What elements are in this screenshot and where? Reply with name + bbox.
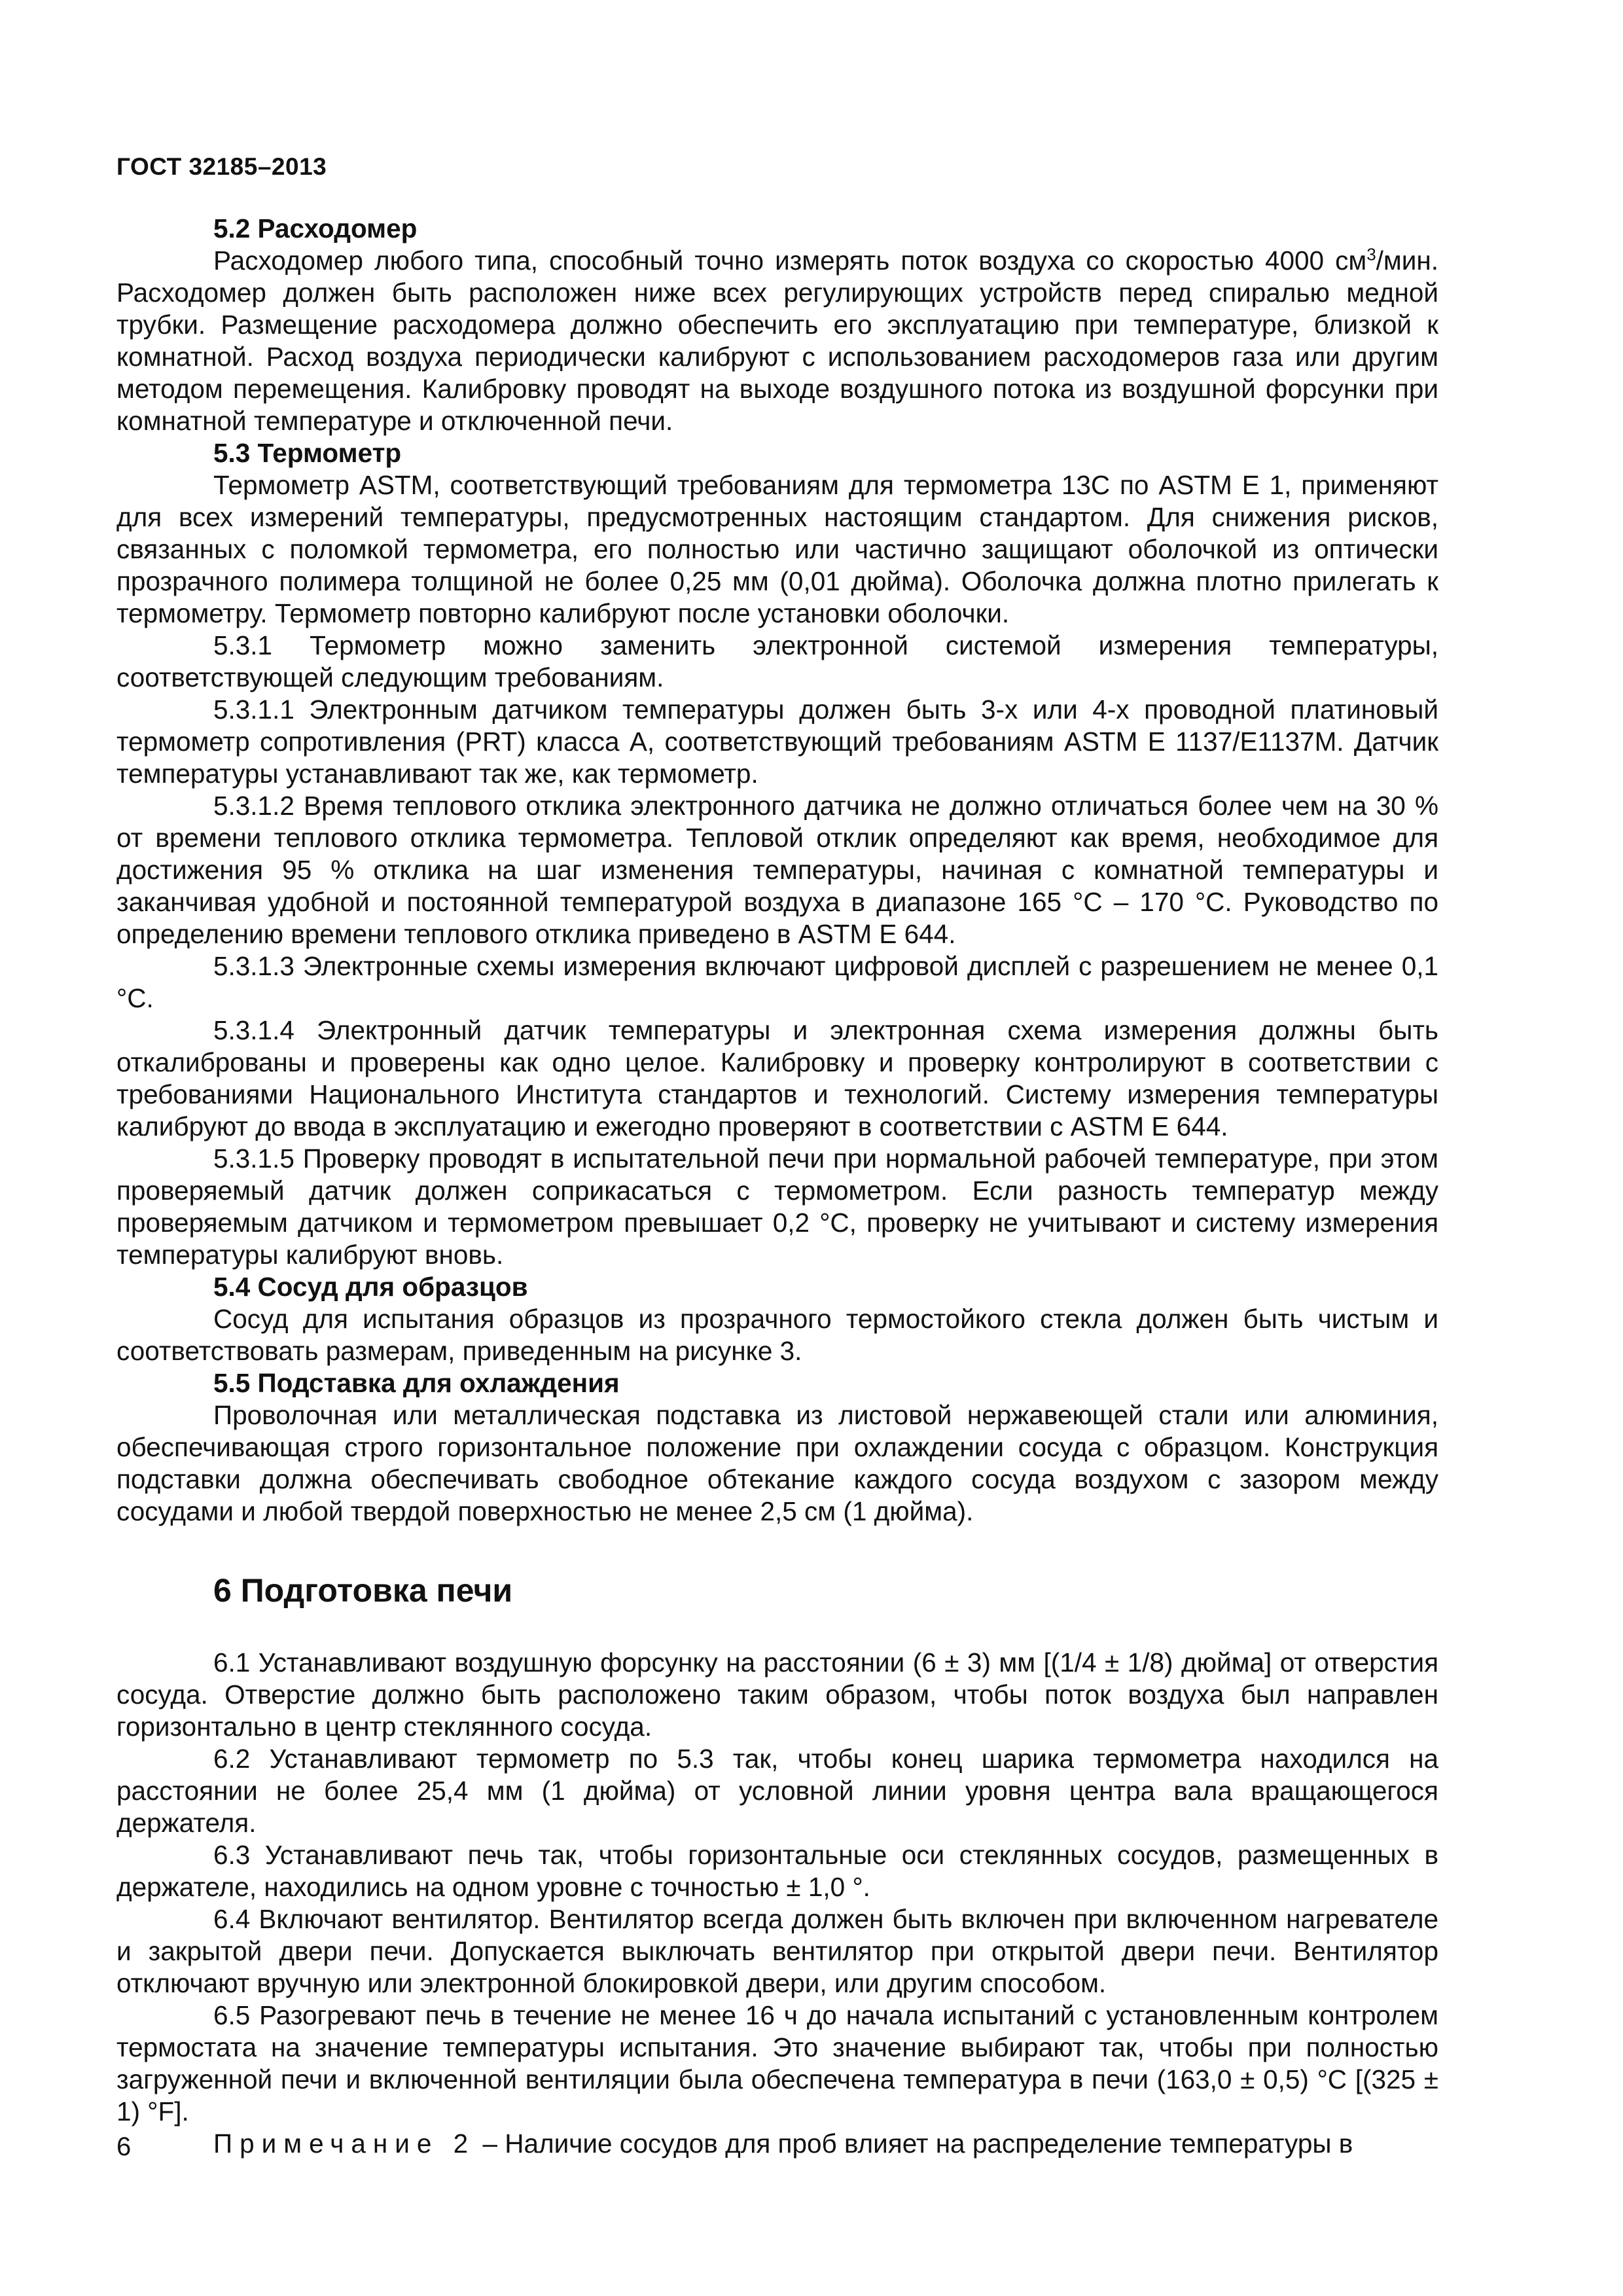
section-5-2-text-a: Расходомер любого типа, способный точно измерять поток воздуха со скоростью 4000 см [213, 245, 1367, 276]
document-body [116, 213, 1438, 2160]
section-6-title: 6 Подготовка печи [213, 1572, 513, 1609]
note-label: Примечание 2 [213, 2128, 476, 2159]
paragraph-6-3: 6.3 Устанавливают печь так, чтобы горизонтальные оси стеклянных сосудов, размещенных в держателе, находились на одном уровне с точностью ± 1,0 °. [116, 1840, 1438, 1902]
paragraph-6-4: 6.4 Включают вентилятор. Вентилятор всегда должен быть включен при включенном нагревателе и закрытой двери печи. Допускается выключать вентилятор при открытой двери печи. Вентилятор отключают вручную или электронной блокировкой двери, или другим способом. [116, 1904, 1438, 1998]
standard-header: ГОСТ 32185–2013 [116, 153, 327, 180]
paragraph-5-3-1-1: 5.3.1.1 Электронным датчиком температуры должен быть 3-х или 4-х проводной платиновый термометр сопротивления (PRT) класса А, соответствующий требованиям ASTM E 1137/E1137M. Датчик температуры устанавливают так же, как термометр. [116, 694, 1438, 789]
section-5-5-text: Проволочная или металлическая подставка из листовой нержавеющей стали или алюминия, обеспечивающая строго горизонтальное положение при охлаждении сосуда с образцом. Конструкция подставки должна обеспечивать свободное обтекание каждого сосуда воздухом с зазором между сосудами и любой твердой поверхностью не менее 2,5 см (1 дюйма). [116, 1400, 1438, 1526]
paragraph-5-3-1: 5.3.1 Термометр можно заменить электронной системой измерения температуры, соответствующей следующим требованиям. [116, 630, 1438, 692]
section-5-3-title: 5.3 Термометр [213, 438, 402, 468]
superscript-3: 3 [1366, 244, 1376, 264]
paragraph-5-3-1-5: 5.3.1.5 Проверку проводят в испытательной печи при нормальной рабочей температуре, при этом проверяемый датчик должен соприкасаться с термометром. Если разность температур между проверяемым датчиком и термометром превышает 0,2 °С, проверку не учитывают и систему измерения температуры калибруют вновь. [116, 1143, 1438, 1270]
section-5-4-title: 5.4 Сосуд для образцов [213, 1272, 528, 1302]
section-5-2-text [116, 245, 1438, 437]
note-2 [116, 2128, 1438, 2160]
section-5-2-title: 5.2 Расходомер [213, 213, 418, 243]
paragraph-6-5: 6.5 Разогревают печь в течение не менее 16 ч до начала испытаний с установленным контролем термостата на значение температуры испытания. Это значение выбирают так, чтобы при полностью загруженной печи и включенной вентиляции была обеспечена температура в печи (163,0 ± 0,5) °С [(325 ± 1) °F]. [116, 2000, 1438, 2126]
note-text: – Наличие сосудов для проб влияет на распределение температуры в [475, 2128, 1353, 2159]
paragraph-5-3-1-2: 5.3.1.2 Время теплового отклика электронного датчика не должно отличаться более чем на 30 % от времени теплового отклика термометра. Тепловой отклик определяют как время, необходимое для достижения 95 % отклика на шаг изменения температуры, начиная с комнатной температуры и заканчивая удобной и постоянной температурой воздуха в диапазоне 165 °С – 170 °С. Руководство по определению времени теплового отклика приведено в ASTM E 644. [116, 791, 1438, 949]
paragraph-6-1: 6.1 Устанавливают воздушную форсунку на расстоянии (6 ± 3) мм [(1/4 ± 1/8) дюйма] от отверстия сосуда. Отверстие должно быть расположено таким образом, чтобы поток воздуха был направлен горизонтально в центр стеклянного сосуда. [116, 1647, 1438, 1742]
paragraph-6-2: 6.2 Устанавливают термометр по 5.3 так, чтобы конец шарика термометра находился на расстоянии не более 25,4 мм (1 дюйма) от условной линии уровня центра вала вращающегося держателя. [116, 1744, 1438, 1838]
paragraph-5-3-1-4: 5.3.1.4 Электронный датчик температуры и электронная схема измерения должны быть откалиброваны и проверены как одно целое. Калибровку и проверку контролируют в соответствии с требованиями Национального Института стандартов и технологий. Систему измерения температуры калибруют до ввода в эксплуатацию и ежегодно проверяют в соответствии с ASTM E 644. [116, 1015, 1438, 1141]
paragraph-5-3-1-3: 5.3.1.3 Электронные схемы измерения включают цифровой дисплей с разрешением не менее 0,1 °С. [116, 951, 1438, 1013]
section-5-4-text: Сосуд для испытания образцов из прозрачного термостойкого стекла должен быть чистым и соответствовать размерам, приведенным на рисунке 3. [116, 1304, 1438, 1366]
section-5-2-text-b: /мин. Расходомер должен быть расположен ниже всех регулирующих устройств перед спиралью медной трубки. Размещение расходомера должно обеспечить его эксплуатацию при температуре, близкой к комнатной. Расход воздуха периодически калибруют с использованием расходомеров газа или другим методом перемещения. Калибровку проводят на выходе воздушного потока из воздушной форсунки при комнатной температуре и отключенной печи. [116, 245, 1438, 436]
section-5-5-title: 5.5 Подставка для охлаждения [213, 1368, 620, 1398]
page-number: 6 [116, 2132, 132, 2161]
section-5-3-text: Термометр ASTM, соответствующий требованиям для термометра 13С по ASTM E 1, применяют для всех измерений температуры, предусмотренных настоящим стандартом. Для снижения рисков, связанных с поломкой термометра, его полностью или частично защищают оболочкой из оптически прозрачного полимера толщиной не более 0,25 мм (0,01 дюйма). Оболочка должна плотно прилегать к термометру. Термометр повторно калибруют после установки оболочки. [116, 470, 1438, 628]
